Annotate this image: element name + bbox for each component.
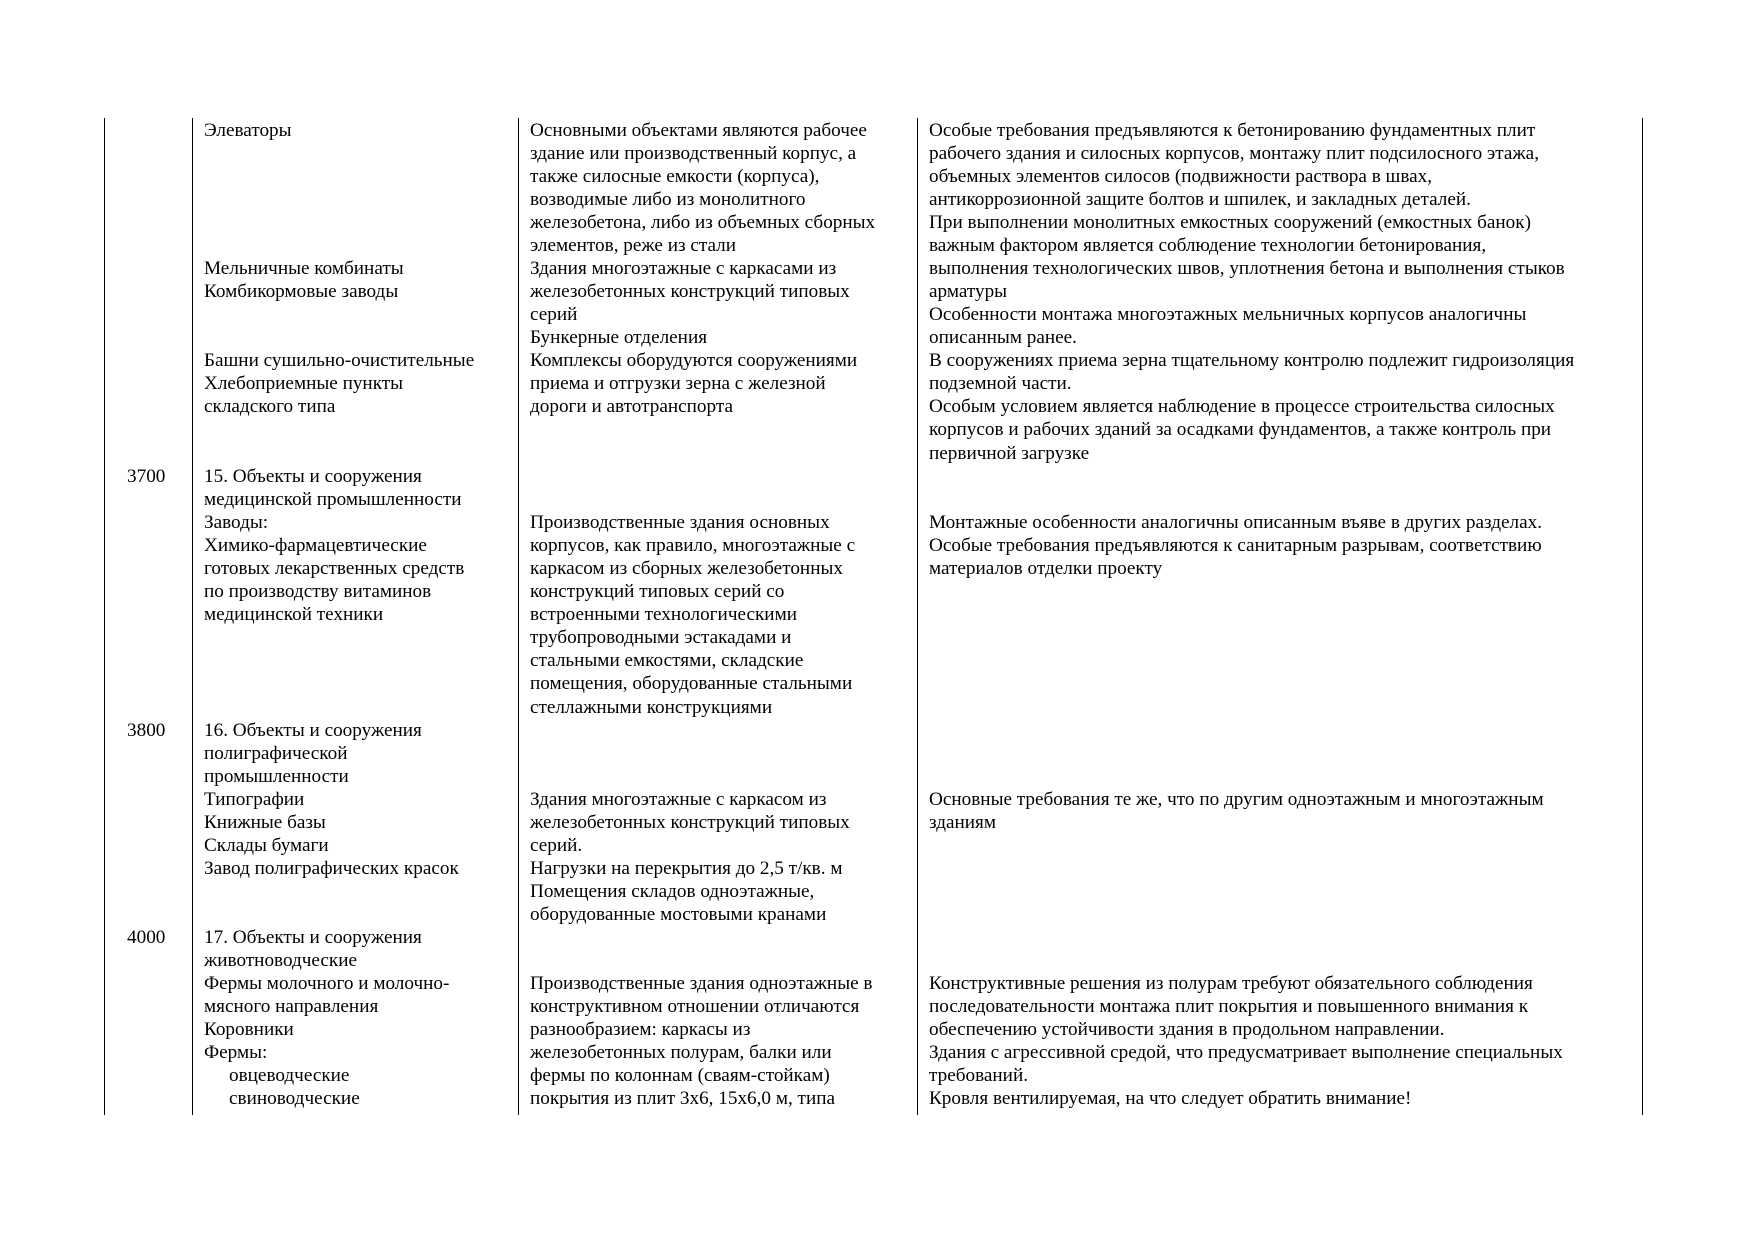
requirement-line: В сооружениях приема зерна тщательному контролю подлежит гидроизоляция xyxy=(929,350,1575,371)
requirement-line: антикоррозионной защите болтов и шпилек, и закладных деталей. xyxy=(929,189,1471,210)
object-type-line: Коровники xyxy=(204,1019,294,1040)
object-type-line: овцеводческие xyxy=(229,1065,350,1086)
description-line: здание или производственный корпус, а xyxy=(530,143,857,164)
requirement-line: Особые требования предъявляются к санитарным разрывам, соответствию xyxy=(929,535,1542,556)
description-line: Производственные здания основных xyxy=(530,512,830,533)
section-heading-line: промышленности xyxy=(204,766,349,787)
object-type-line: складского типа xyxy=(204,396,336,417)
requirement-line: объемных элементов силосов (подвижности раствора в швах, xyxy=(929,166,1433,187)
object-type-line: Башни сушильно-очистительные xyxy=(204,350,475,371)
section-code: 3700 xyxy=(127,466,166,487)
object-type-line: медицинской техники xyxy=(204,604,384,625)
table-border-right xyxy=(1642,118,1643,1115)
column-divider xyxy=(192,118,193,1115)
requirement-line: Кровля вентилируемая, на что следует обратить внимание! xyxy=(929,1088,1412,1109)
requirement-line: Монтажные особенности аналогичны описанным въяве в других разделах. xyxy=(929,512,1543,533)
column-divider xyxy=(917,118,918,1115)
requirement-line: выполнения технологических швов, уплотнения бетона и выполнения стыков xyxy=(929,258,1565,279)
description-line: железобетонных полурам, балки или xyxy=(530,1042,832,1063)
section-heading-line: 16. Объекты и сооружения xyxy=(204,720,422,741)
object-type-line: Фермы: xyxy=(204,1042,268,1063)
requirement-line: важным фактором является соблюдение технологии бетонирования, xyxy=(929,235,1487,256)
description-line: оборудованные мостовыми кранами xyxy=(530,904,827,925)
section-heading-line: полиграфической xyxy=(204,743,348,764)
object-type-line: Химико-фармацевтические xyxy=(204,535,427,556)
description-line: также силосные емкости (корпуса), xyxy=(530,166,820,187)
table-border-left xyxy=(104,118,105,1115)
column-divider xyxy=(518,118,519,1115)
description-line: приема и отгрузки зерна с железной xyxy=(530,373,826,394)
description-line: Помещения складов одноэтажные, xyxy=(530,881,815,902)
description-line: железобетона, либо из объемных сборных xyxy=(530,212,876,233)
description-line: стеллажными конструкциями xyxy=(530,697,773,718)
requirement-line: описанным ранее. xyxy=(929,327,1077,348)
description-line: дороги и автотранспорта xyxy=(530,396,733,417)
description-line: встроенными технологическими xyxy=(530,604,797,625)
requirement-line: При выполнении монолитных емкостных сооружений (емкостных банок) xyxy=(929,212,1531,233)
description-line: железобетонных конструкций типовых xyxy=(530,812,850,833)
description-line: железобетонных конструкций типовых xyxy=(530,281,850,302)
requirement-line: рабочего здания и силосных корпусов, монтажу плит подсилосного этажа, xyxy=(929,143,1539,164)
requirement-line: Особенности монтажа многоэтажных мельничных корпусов аналогичны xyxy=(929,304,1527,325)
section-code: 4000 xyxy=(127,927,166,948)
description-line: элементов, реже из стали xyxy=(530,235,737,256)
object-type-line: Комбикормовые заводы xyxy=(204,281,399,302)
requirement-line: Здания с агрессивной средой, что предусматривает выполнение специальных xyxy=(929,1042,1563,1063)
requirement-line: Основные требования те же, что по другим одноэтажным и многоэтажным xyxy=(929,789,1544,810)
object-type-line: Склады бумаги xyxy=(204,835,329,856)
description-line: Здания многоэтажные с каркасом из xyxy=(530,789,827,810)
object-type-line: по производству витаминов xyxy=(204,581,432,602)
object-type-line: Элеваторы xyxy=(204,120,292,141)
description-line: корпусов, как правило, многоэтажные с xyxy=(530,535,856,556)
description-line: серий. xyxy=(530,835,583,856)
description-line: покрытия из плит 3х6, 15х6,0 м, типа xyxy=(530,1088,835,1109)
description-line: каркасом из сборных железобетонных xyxy=(530,558,843,579)
requirement-line: корпусов и рабочих зданий за осадками фундаментов, а также контроль при xyxy=(929,419,1552,440)
section-code: 3800 xyxy=(127,720,166,741)
requirement-line: Особым условием является наблюдение в процессе строительства силосных xyxy=(929,396,1555,417)
object-type-line: Завод полиграфических красок xyxy=(204,858,459,879)
object-type-line: Заводы: xyxy=(204,512,269,533)
section-heading-line: животноводческие xyxy=(204,950,358,971)
requirement-line: зданиям xyxy=(929,812,997,833)
section-heading-line: 17. Объекты и сооружения xyxy=(204,927,422,948)
object-type-line: готовых лекарственных средств xyxy=(204,558,465,579)
requirement-line: материалов отделки проекту xyxy=(929,558,1163,579)
requirement-line: Особые требования предъявляются к бетонированию фундаментных плит xyxy=(929,120,1536,141)
object-type-line: Книжные базы xyxy=(204,812,326,833)
section-heading-line: 15. Объекты и сооружения xyxy=(204,466,422,487)
description-line: Основными объектами являются рабочее xyxy=(530,120,867,141)
object-type-line: свиноводческие xyxy=(229,1088,360,1109)
section-heading-line: медицинской промышленности xyxy=(204,489,462,510)
object-type-line: мясного направления xyxy=(204,996,379,1017)
requirement-line: арматуры xyxy=(929,281,1008,302)
description-line: Здания многоэтажные с каркасами из xyxy=(530,258,837,279)
description-line: разнообразием: каркасы из xyxy=(530,1019,751,1040)
requirement-line: последовательности монтажа плит покрытия и повышенного внимания к xyxy=(929,996,1529,1017)
description-line: фермы по колоннам (сваям-стойкам) xyxy=(530,1065,830,1086)
description-line: Производственные здания одноэтажные в xyxy=(530,973,873,994)
description-line: конструктивном отношении отличаются xyxy=(530,996,860,1017)
object-type-line: Фермы молочного и молочно- xyxy=(204,973,450,994)
description-line: трубопроводными эстакадами и xyxy=(530,627,792,648)
description-line: стальными емкостями, складские xyxy=(530,650,804,671)
object-type-line: Хлебоприемные пункты xyxy=(204,373,404,394)
requirement-line: обеспечению устойчивости здания в продольном направлении. xyxy=(929,1019,1445,1040)
description-line: помещения, оборудованные стальными xyxy=(530,673,853,694)
requirement-line: подземной части. xyxy=(929,373,1072,394)
object-type-line: Мельничные комбинаты xyxy=(204,258,404,279)
requirement-line: первичной загрузке xyxy=(929,443,1090,464)
description-line: Комплексы оборудуются сооружениями xyxy=(530,350,858,371)
description-line: серий xyxy=(530,304,578,325)
description-line: конструкций типовых серий со xyxy=(530,581,785,602)
description-line: возводимые либо из монолитного xyxy=(530,189,806,210)
requirement-line: Конструктивные решения из полурам требуют обязательного соблюдения xyxy=(929,973,1533,994)
description-line: Нагрузки на перекрытия до 2,5 т/кв. м xyxy=(530,858,843,879)
object-type-line: Типографии xyxy=(204,789,305,810)
description-line: Бункерные отделения xyxy=(530,327,708,348)
requirement-line: требований. xyxy=(929,1065,1029,1086)
